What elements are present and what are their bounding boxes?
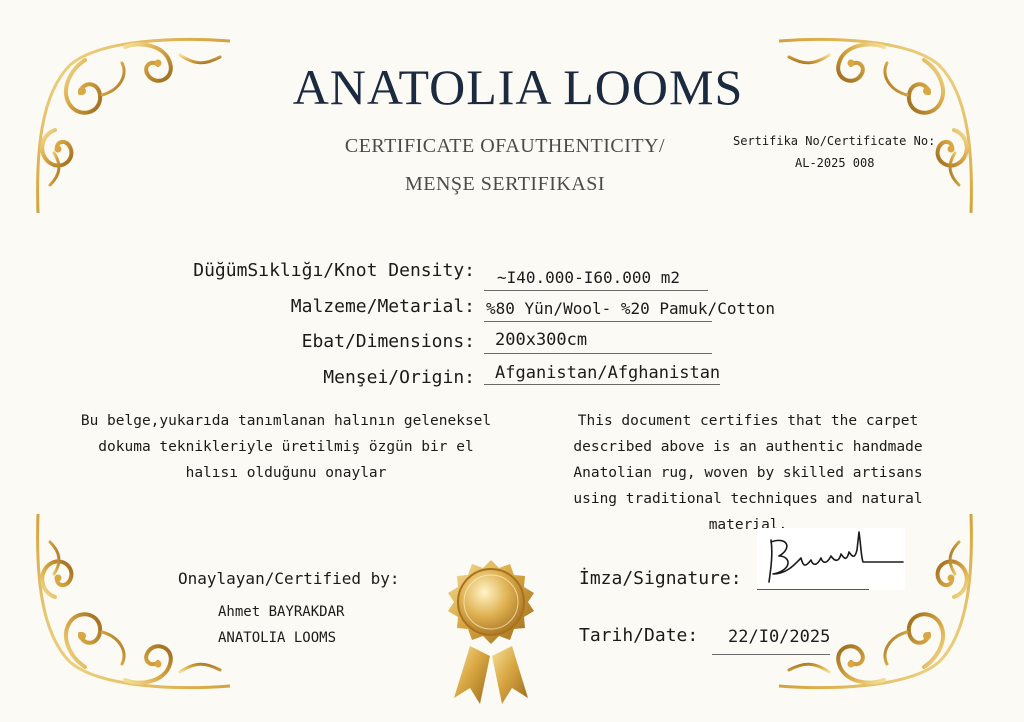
statement-tr-line: Bu belge,yukarıda tanımlanan halının geleneksel bbox=[80, 413, 492, 429]
knot-density-value: ~I40.000-I60.000 m2 bbox=[497, 268, 681, 287]
knot-density-label: DüğümSıklığı/Knot Density: bbox=[193, 260, 475, 281]
statement-en-line: described above is an authentic handmade bbox=[573, 439, 923, 455]
certifier-name: Ahmet BAYRAKDAR bbox=[218, 604, 345, 620]
certificate-no-value: AL-2025 008 bbox=[795, 156, 875, 170]
handwritten-signature bbox=[757, 528, 905, 590]
date-value: 22/I0/2025 bbox=[728, 627, 831, 647]
brand-title: ANATOLIA LOOMS bbox=[292, 59, 744, 115]
statement-english bbox=[556, 408, 940, 538]
dimensions-value: 200x300cm bbox=[495, 330, 588, 350]
statement-en-line: using traditional techniques and natural bbox=[573, 491, 923, 507]
certified-by-label: Onaylayan/Certified by: bbox=[178, 569, 400, 588]
signature-underline bbox=[757, 589, 869, 590]
origin-value: Afganistan/Afghanistan bbox=[495, 363, 721, 383]
statement-en-line: material. bbox=[708, 517, 788, 533]
origin-label: Menşei/Origin: bbox=[323, 367, 475, 388]
origin-underline bbox=[484, 384, 720, 385]
material-underline bbox=[484, 321, 712, 322]
dimensions-label: Ebat/Dimensions: bbox=[301, 331, 475, 352]
material-value: %80 Yün/Wool- %20 Pamuk/Cotton bbox=[486, 299, 775, 318]
statement-turkish bbox=[58, 408, 514, 486]
date-underline bbox=[712, 654, 830, 655]
signature-label: İmza/Signature: bbox=[579, 568, 742, 589]
corner-ornament-bottom-left bbox=[30, 512, 235, 692]
statement-en-line: This document certifies that the carpet bbox=[577, 413, 919, 429]
gold-seal-icon bbox=[432, 556, 550, 706]
material-label: Malzeme/Metarial: bbox=[290, 296, 475, 317]
certificate-title: CERTIFICATE OFAUTHENTICITY/ bbox=[344, 135, 666, 157]
certifier-organization: ANATOLIA LOOMS bbox=[218, 630, 337, 646]
date-label: Tarih/Date: bbox=[579, 625, 699, 646]
dimensions-underline bbox=[484, 353, 712, 354]
statement-en-line: Anatolian rug, woven by skilled artisans bbox=[573, 465, 923, 481]
certificate-title-tr: MENŞE SERTIFIKASI bbox=[404, 173, 606, 195]
statement-tr-line: halısı olduğunu onaylar bbox=[185, 465, 387, 481]
certificate-no-label: Sertifika No/Certificate No: bbox=[733, 134, 936, 148]
statement-tr-line: dokuma teknikleriyle üretilmiş özgün bir el bbox=[98, 439, 474, 455]
knot-density-underline bbox=[484, 290, 708, 291]
